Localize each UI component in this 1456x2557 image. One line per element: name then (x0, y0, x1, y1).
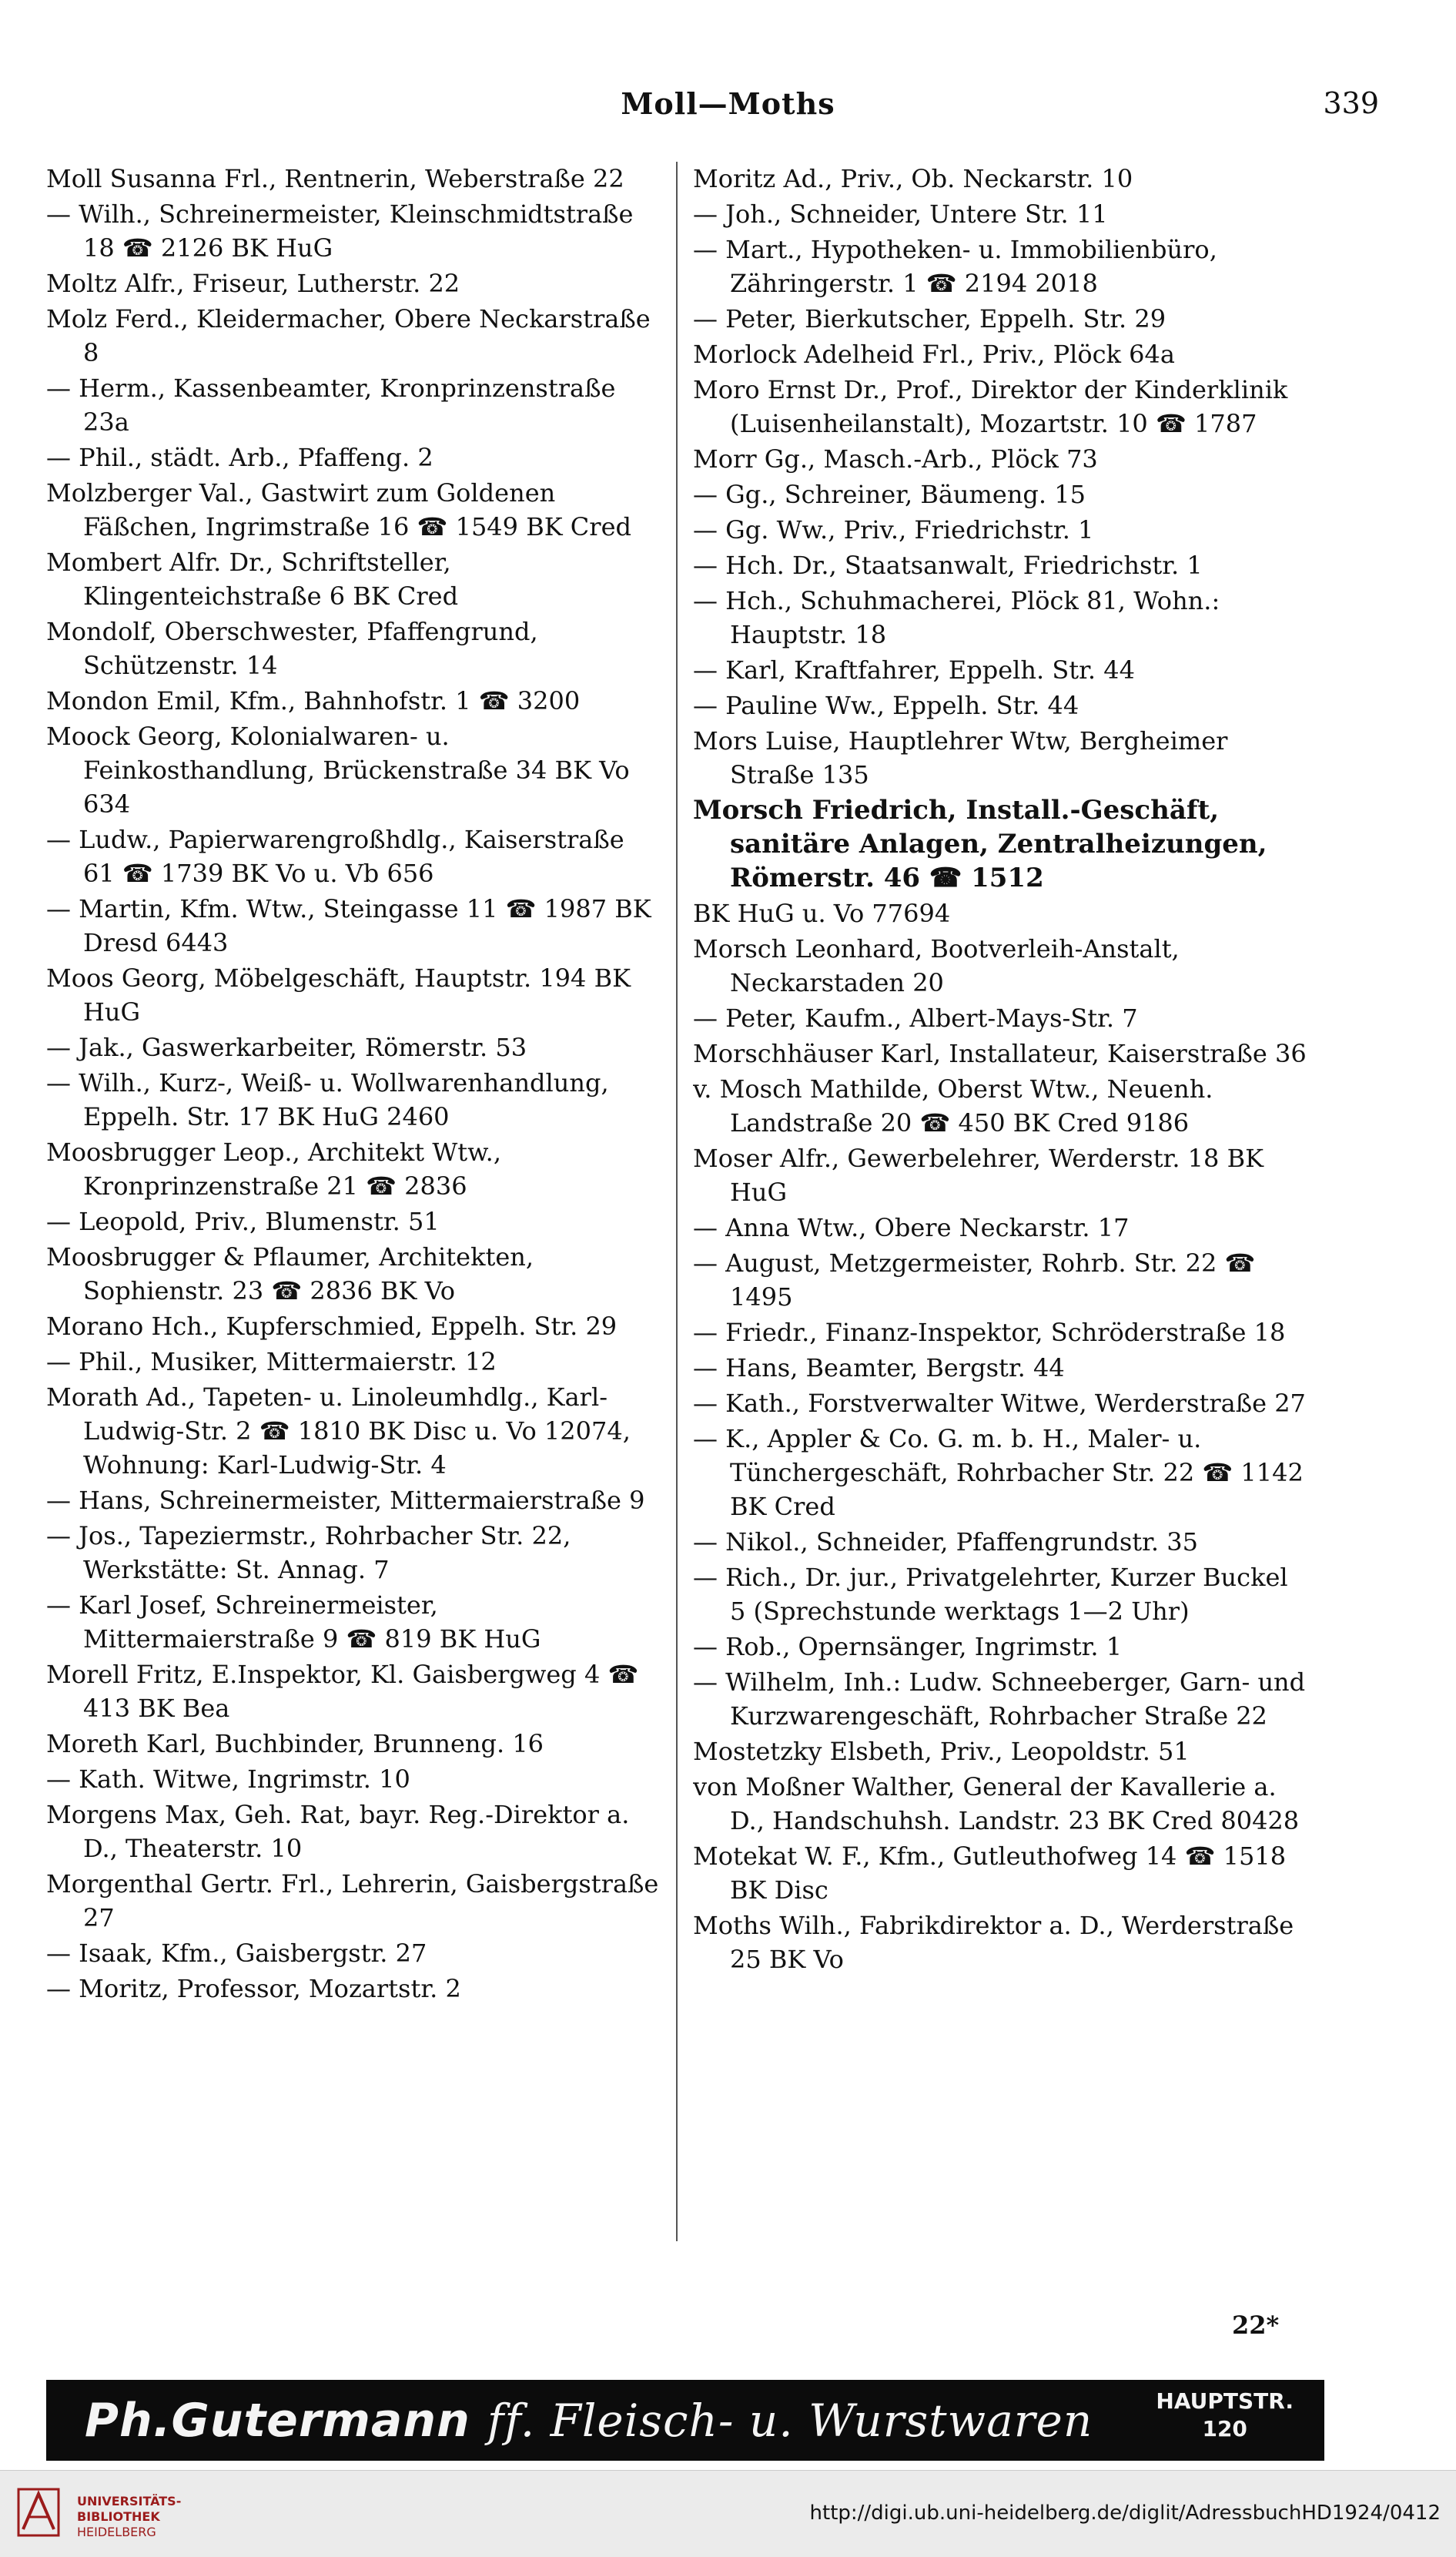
page-title: Moll—Moths (621, 86, 835, 121)
directory-entry: Moosbrugger Leop., Architekt Wtw., Kronprinzenstraße 21 ☎ 2836 (46, 1138, 502, 1201)
directory-entry: Morgenthal Gertr. Frl., Lehrerin, Gaisbergstraße 27 (46, 1869, 659, 1932)
directory-entry: Molz Ferd., Kleidermacher, Obere Neckarstraße 8 (46, 304, 651, 367)
directory-entry: — Peter, Kaufm., Albert-Mays-Str. 7 (693, 1004, 1138, 1033)
directory-entry: — Wilh., Kurz-, Weiß- u. Wollwarenhandlung, Eppelh. Str. 17 BK HuG 2460 (46, 1068, 609, 1131)
directory-entry: — Ludw., Papierwarengroßhdlg., Kaiserstraße 61 ☎ 1739 BK Vo u. Vb 656 (46, 825, 624, 888)
directory-entry: BK HuG u. Vo 77694 (693, 899, 951, 928)
directory-entry: Molzberger Val., Gastwirt zum Goldenen Fäßchen, Ingrimstraße 16 ☎ 1549 BK Cred (46, 478, 631, 541)
signature-mark: 22* (1232, 2311, 1280, 2340)
directory-entry: — Hans, Schreinermeister, Mittermaierstraße 9 (46, 1486, 645, 1515)
library-logo-text[interactable] (77, 2494, 181, 2540)
directory-entry: — Jak., Gaswerkarbeiter, Römerstr. 53 (46, 1033, 527, 1062)
advertiser-street: HAUPTSTR. (1156, 2388, 1294, 2414)
column-divider (676, 162, 678, 2241)
directory-entry: Mombert Alfr. Dr., Schriftsteller, Klingenteichstraße 6 BK Cred (46, 548, 459, 611)
directory-entry: Moltz Alfr., Friseur, Lutherstr. 22 (46, 269, 460, 298)
directory-entry: — Gg. Ww., Priv., Friedrichstr. 1 (693, 515, 1094, 545)
directory-entry: — Phil., städt. Arb., Pfaffeng. 2 (46, 443, 433, 472)
directory-entry: Moro Ernst Dr., Prof., Direktor der Kinderklinik (Luisenheilanstalt), Mozartstr. 10 ☎ 1787 (693, 375, 1288, 438)
directory-entry: Morath Ad., Tapeten- u. Linoleumhdlg., Karl-Ludwig-Str. 2 ☎ 1810 BK Disc u. Vo 12074, Wohnung: Karl-Ludwig-Str. 4 (46, 1382, 631, 1480)
directory-entry: — Mart., Hypotheken- u. Immobilienbüro, Zähringerstr. 1 ☎ 2194 2018 (693, 235, 1217, 298)
directory-entry: — Phil., Musiker, Mittermaierstr. 12 (46, 1347, 497, 1376)
directory-entry: — Kath. Witwe, Ingrimstr. 10 (46, 1764, 410, 1794)
advertiser-business: ff. Fleisch- u. Wurstwaren (487, 2394, 1093, 2447)
directory-columns (46, 162, 1324, 2311)
directory-entry-highlighted: Morsch Friedrich, Install.-Geschäft, sanitäre Anlagen, Zentralheizungen, Römerstr. 46 ☎ 1512 (693, 795, 1267, 893)
directory-entry: Moths Wilh., Fabrikdirektor a. D., Werderstraße 25 BK Vo (693, 1911, 1294, 1974)
logo-line: BIBLIOTHEK (77, 2509, 160, 2524)
directory-entry: Morr Gg., Masch.-Arb., Plöck 73 (693, 444, 1098, 474)
directory-entry: von Moßner Walther, General der Kavallerie a. D., Handschuhsh. Landstr. 23 BK Cred 80428 (693, 1772, 1300, 1835)
directory-entry: Moock Georg, Kolonialwaren- u. Feinkosthandlung, Brückenstraße 34 BK Vo 634 (46, 722, 630, 819)
directory-entry: Motekat W. F., Kfm., Gutleuthofweg 14 ☎ 1518 BK Disc (693, 1842, 1287, 1905)
directory-entry: — Wilhelm, Inh.: Ludw. Schneeberger, Garn- und Kurzwarengeschäft, Rohrbacher Straße 22 (693, 1667, 1306, 1731)
directory-entry: — Hans, Beamter, Bergstr. 44 (693, 1353, 1065, 1382)
page-number: 339 (1323, 86, 1379, 120)
directory-entry: — Peter, Bierkutscher, Eppelh. Str. 29 (693, 304, 1166, 333)
directory-entry: — Wilh., Schreinermeister, Kleinschmidtstraße 18 ☎ 2126 BK HuG (46, 199, 634, 263)
directory-entry: — Pauline Ww., Eppelh. Str. 44 (693, 691, 1079, 720)
directory-entry: Moll Susanna Frl., Rentnerin, Weberstraße 22 (46, 164, 624, 193)
library-logo-icon[interactable] (15, 2486, 62, 2539)
logo-line: UNIVERSITÄTS- (77, 2494, 182, 2508)
directory-entry: Morano Hch., Kupferschmied, Eppelh. Str. 29 (46, 1312, 618, 1341)
directory-entry: v. Mosch Mathilde, Oberst Wtw., Neuenh. Landstraße 20 ☎ 450 BK Cred 9186 (693, 1074, 1213, 1138)
directory-entry: — Rich., Dr. jur., Privatgelehrter, Kurzer Buckel 5 (Sprechstunde werktags 1—2 Uhr) (693, 1563, 1288, 1626)
directory-entry: — Friedr., Finanz-Inspektor, Schröderstraße 18 (693, 1318, 1286, 1347)
directory-entry: — Hch. Dr., Staatsanwalt, Friedrichstr. 1 (693, 551, 1203, 580)
directory-entry: — Rob., Opernsänger, Ingrimstr. 1 (693, 1632, 1123, 1661)
directory-entry: — Martin, Kfm. Wtw., Steingasse 11 ☎ 1987 BK Dresd 6443 (46, 894, 651, 957)
directory-entry: Morschhäuser Karl, Installateur, Kaiserstraße 36 (693, 1039, 1307, 1068)
advertiser-name: Ph.Gutermann (85, 2393, 470, 2448)
directory-entry: Morsch Leonhard, Bootverleih-Anstalt, Neckarstaden 20 (693, 934, 1180, 997)
directory-entry: Mondon Emil, Kfm., Bahnhofstr. 1 ☎ 3200 (46, 686, 581, 715)
directory-entry: — Kath., Forstverwalter Witwe, Werderstraße 27 (693, 1389, 1306, 1418)
directory-entry: — Isaak, Kfm., Gaisbergstr. 27 (46, 1939, 427, 1968)
directory-entry: — Jos., Tapeziermstr., Rohrbacher Str. 22, Werkstätte: St. Annag. 7 (46, 1521, 571, 1584)
directory-entry: Mostetzky Elsbeth, Priv., Leopoldstr. 51 (693, 1737, 1190, 1766)
directory-entry: — Moritz, Professor, Mozartstr. 2 (46, 1974, 461, 2003)
left-column (46, 162, 662, 2311)
advertisement-banner (46, 2380, 1324, 2461)
directory-entry: — K., Appler & Co. G. m. b. H., Maler- u. Tünchergeschäft, Rohrbacher Str. 22 ☎ 1142 BK Cred (693, 1424, 1304, 1521)
directory-entry: Moos Georg, Möbelgeschäft, Hauptstr. 194 BK HuG (46, 963, 631, 1027)
directory-entry: — August, Metzgermeister, Rohrb. Str. 22 ☎ 1495 (693, 1248, 1256, 1312)
directory-entry: — Karl, Kraftfahrer, Eppelh. Str. 44 (693, 655, 1135, 685)
directory-entry: — Joh., Schneider, Untere Str. 11 (693, 199, 1108, 229)
directory-entry: Mors Luise, Hauptlehrer Wtw, Bergheimer Straße 135 (693, 726, 1228, 789)
directory-entry: Mondolf, Oberschwester, Pfaffengrund, Schützenstr. 14 (46, 617, 538, 680)
directory-entry: — Leopold, Priv., Blumenstr. 51 (46, 1207, 440, 1236)
directory-entry: Moritz Ad., Priv., Ob. Neckarstr. 10 (693, 164, 1133, 193)
directory-entry: — Hch., Schuhmacherei, Plöck 81, Wohn.: Hauptstr. 18 (693, 586, 1220, 649)
source-url-link[interactable]: http://digi.ub.uni-heidelberg.de/diglit/AdressbuchHD1924/0412 (809, 2502, 1441, 2525)
footer-bar (0, 2470, 1456, 2557)
directory-entry: — Anna Wtw., Obere Neckarstr. 17 (693, 1213, 1130, 1242)
directory-entry: — Karl Josef, Schreinermeister, Mittermaierstraße 9 ☎ 819 BK HuG (46, 1590, 541, 1654)
directory-entry: — Nikol., Schneider, Pfaffengrundstr. 35 (693, 1527, 1198, 1557)
advertiser-address (1156, 2388, 1294, 2443)
page-header (46, 86, 1410, 140)
directory-entry: Moosbrugger & Pflaumer, Architekten, Sophienstr. 23 ☎ 2836 BK Vo (46, 1242, 534, 1305)
directory-entry: — Herm., Kassenbeamter, Kronprinzenstraße 23a (46, 374, 616, 437)
directory-entry: Moser Alfr., Gewerbelehrer, Werderstr. 18 BK HuG (693, 1144, 1264, 1207)
advertiser-number: 120 (1202, 2416, 1247, 2441)
directory-entry: Moreth Karl, Buchbinder, Brunneng. 16 (46, 1729, 544, 1758)
directory-entry: — Gg., Schreiner, Bäumeng. 15 (693, 480, 1086, 509)
logo-line: HEIDELBERG (77, 2525, 156, 2539)
directory-entry: Morell Fritz, E.Inspektor, Kl. Gaisbergweg 4 ☎ 413 BK Bea (46, 1660, 639, 1723)
directory-entry: Morlock Adelheid Frl., Priv., Plöck 64a (693, 340, 1175, 369)
right-column (693, 162, 1309, 2311)
directory-entry: Morgens Max, Geh. Rat, bayr. Reg.-Direktor a. D., Theaterstr. 10 (46, 1800, 630, 1863)
